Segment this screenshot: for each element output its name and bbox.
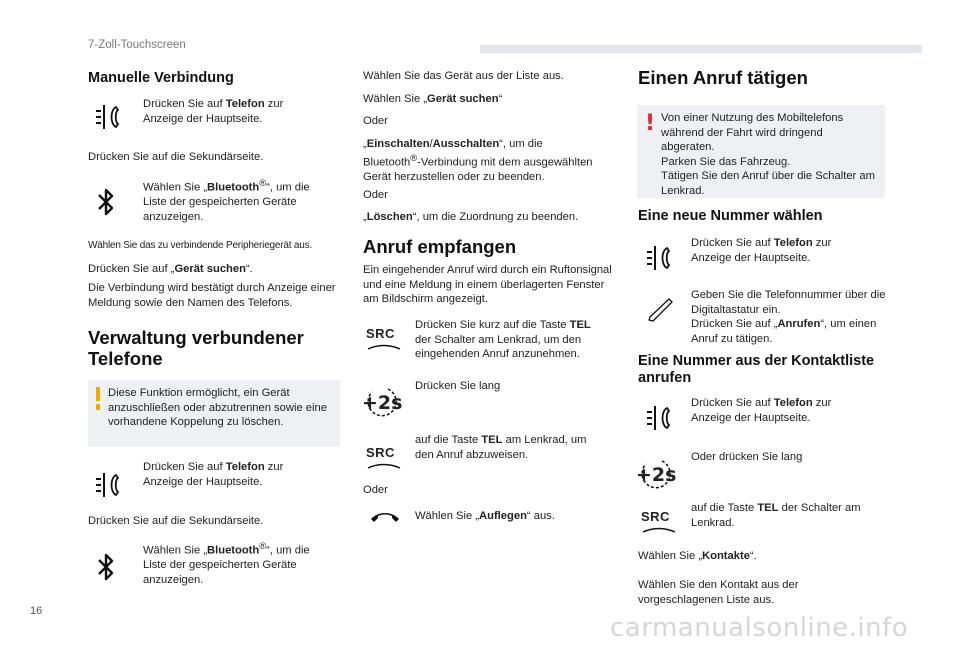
delete-text: „Löschen“, um die Zuordnung zu beenden. <box>363 211 579 223</box>
manual-step-1: Drücken Sie auf Telefon zur Anzeige der Hauptseite. <box>143 98 284 125</box>
phone-icon <box>641 403 675 433</box>
phone-icon <box>641 243 675 273</box>
heading-manage-phones: Verwaltung verbundener Telefone <box>88 327 304 370</box>
heading-make-call: Einen Anruf tätigen <box>638 67 808 88</box>
src-button-icon: SRC <box>366 326 402 351</box>
receive-step-2: Drücken Sie lang <box>415 380 501 392</box>
pencil-icon <box>645 296 675 324</box>
bluetooth-icon <box>96 186 116 218</box>
manage-step-2: Wählen Sie „Bluetooth®“, um die Liste der gespeicherten Geräte anzuzeigen. <box>143 541 310 586</box>
receive-step-1: Drücken Sie kurz auf die Taste TEL der Schalter am Lenkrad, um den eingehenden Anruf anzunehmen. <box>415 319 591 361</box>
oder-text-1: Oder <box>363 115 388 127</box>
warning-text: Von einer Nutzung des Mobiltelefons während der Fahrt wird dringend abgeraten. Parken Sie das Fahrzeug. Tätigen Sie den Anruf über die Schalter am Lenkrad. <box>661 112 875 197</box>
header-bar <box>480 45 922 53</box>
new-step-1: Drücken Sie auf Telefon zur Anzeige der Hauptseite. <box>691 237 832 264</box>
src-button-icon: SRC <box>641 509 677 534</box>
heading-new-number: Eine neue Nummer wählen <box>638 208 823 224</box>
contacts-step-3: auf die Taste TEL der Schalter am Lenkrad. <box>691 502 861 529</box>
manual-step-2: Wählen Sie „Bluetooth®“, um die Liste der gespeicherten Geräte anzuzeigen. <box>143 178 310 223</box>
select-device-text: Wählen Sie das Gerät aus der Liste aus. <box>363 70 564 82</box>
contacts-step-2: Oder drücken Sie lang <box>691 451 803 463</box>
contacts-step-1: Drücken Sie auf Telefon zur Anzeige der Hauptseite. <box>691 397 832 424</box>
press-two-seconds-label: +2s <box>362 392 403 414</box>
receive-intro-text: Ein eingehender Anruf wird durch ein Ruftonsignal und eine Meldung in einem überlagerten Fenster am Bildschirm angezeigt. <box>363 264 612 306</box>
heading-receive-call: Anruf empfangen <box>363 236 517 257</box>
oder-text-3: Oder <box>363 484 388 496</box>
new-step-2: Geben Sie die Telefonnummer über die Digitaltastatur ein. Drücken Sie auf „Anrufen“, um einen Anruf zu tätigen. <box>691 289 886 345</box>
receive-step-3: auf die Taste TEL am Lenkrad, um den Anruf abzuweisen. <box>415 434 587 461</box>
oder-text-2: Oder <box>363 189 388 201</box>
receive-step-4: Wählen Sie „Auflegen“ aus. <box>415 510 555 522</box>
info-marker <box>96 387 100 401</box>
on-off-text: „Einschalten/Ausschalten“, um die Bluetooth®-Verbindung mit dem ausgewählten Gerät herzustellen oder zu beenden. <box>363 138 593 183</box>
bluetooth-icon <box>96 551 116 583</box>
select-search-text: Wählen Sie „Gerät suchen“ <box>363 93 503 105</box>
page-number: 16 <box>30 605 43 617</box>
manage-step-1: Drücken Sie auf Telefon zur Anzeige der Hauptseite. <box>143 461 284 488</box>
manage-info-text: Diese Funktion ermöglicht, ein Gerät anzuschließen oder abzutrennen sowie eine vorhandene Koppelung zu löschen. <box>108 387 327 429</box>
manual-search-text: Drücken Sie auf „Gerät suchen“. <box>88 263 253 275</box>
manage-secondary-text: Drücken Sie auf die Sekundärseite. <box>88 515 264 527</box>
press-two-seconds-label: +2s <box>636 464 677 486</box>
hang-up-icon <box>368 506 402 526</box>
manual-select-text: Wählen Sie das zu verbindende Peripheriegerät aus. <box>88 240 313 251</box>
contacts-choose-text: Wählen Sie den Kontakt aus der vorgeschlagenen Liste aus. <box>638 579 799 606</box>
heading-manual-connection: Manuelle Verbindung <box>88 70 234 86</box>
contacts-select-text: Wählen Sie „Kontakte“. <box>638 550 757 562</box>
manual-confirm-text: Die Verbindung wird bestätigt durch Anzeige einer Meldung sowie den Namen des Telefons. <box>88 282 336 309</box>
manual-secondary-text: Drücken Sie auf die Sekundärseite. <box>88 151 264 163</box>
phone-icon <box>90 470 124 500</box>
heading-contact-list: Eine Nummer aus der Kontaktliste anrufen <box>638 353 875 386</box>
src-button-icon: SRC <box>366 445 402 470</box>
watermark: carmanualsonline.info <box>610 613 909 643</box>
phone-icon <box>90 102 124 132</box>
warning-icon: ! <box>645 111 656 136</box>
section-header: 7-Zoll-Touchscreen <box>88 39 186 51</box>
info-marker-dot <box>96 404 100 410</box>
